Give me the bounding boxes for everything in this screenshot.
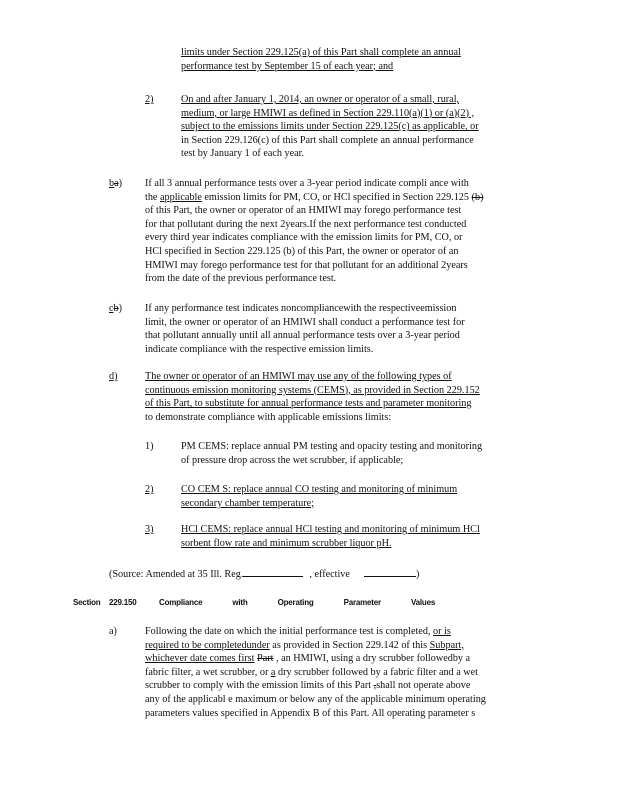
label-inserted: b <box>109 178 115 189</box>
item-d2-paragraph <box>181 483 511 510</box>
label-deleted: a <box>114 178 119 189</box>
item-2-label: 2) <box>145 94 154 105</box>
inserted-text: applicable <box>160 191 202 203</box>
text-line: any of the applicabl e maximum or below any of the applicable minimum operating <box>145 693 486 705</box>
text-line: indicate compliance with the respective emission limits. <box>145 343 374 355</box>
text-line: CO CEM S: replace annual CO testing and monitoring of minimum <box>181 484 458 495</box>
item-b-label <box>109 177 122 191</box>
item-d3-label: 3) <box>145 524 154 535</box>
inserted-text: of this Part, to substitute for <box>145 398 262 410</box>
blank-line <box>364 566 416 577</box>
deleted-text: Part <box>257 653 274 665</box>
text-run: fabric filter, a wet scrubber, or <box>145 666 271 678</box>
text-line: for that pollutant during the next 2years.If the next performance test conducted <box>145 218 467 230</box>
text-line <box>145 191 523 205</box>
text-line: in Section 229.126(c) of this Part shall complete an annual performance <box>181 134 474 146</box>
item-d3-paragraph <box>181 523 537 550</box>
text-line: from the date of the previous performance test. <box>145 273 337 285</box>
text-line <box>145 652 533 666</box>
item-d-label: d) <box>109 371 118 382</box>
deleted-text: (b) <box>471 191 484 203</box>
text-line: secondary chamber temperature; <box>181 497 314 509</box>
text-run: , an HMIWI, using a dry scrubber followedby a <box>273 653 471 665</box>
item-d1-label: 1) <box>145 441 154 452</box>
inserted-text: a <box>270 666 276 678</box>
text-line: The owner or operator of an HMIWI may use any of the following types of <box>145 371 452 382</box>
item-2-paragraph <box>181 93 533 161</box>
text-line: limits under Section 229.125(a) of this Part shall complete an annual <box>181 47 461 58</box>
source-text: , effective <box>309 569 350 580</box>
text-line <box>145 639 533 653</box>
text-run: shall not operate above <box>376 680 471 692</box>
text-line: HCl CEMS: replace annual HCl testing and monitoring of minimum HCl <box>181 524 480 535</box>
text-line <box>145 625 533 639</box>
text-line: that pollutant annually until all annual performance tests over a 3-year period <box>145 330 460 342</box>
source-note <box>109 566 419 582</box>
blank-line <box>243 566 303 577</box>
text-line: On and after January 1, 2014, an owner or operator of a small, rural, <box>181 94 460 105</box>
text-line: parameters values specified in Appendix B of this Part. All operating parameter s <box>145 707 476 719</box>
item-d2-label: 2) <box>145 484 154 495</box>
item-1-continuation <box>181 46 517 73</box>
source-text: (Source: Amended at 35 Ill. Reg. <box>109 569 244 580</box>
source-text: ) <box>415 569 420 580</box>
text-line: test by January 1 of each year. <box>181 148 305 160</box>
text-line: medium, or large HMIWI as defined in Section 229.110(a)(1) or (a)(2) , <box>181 107 475 119</box>
item-a-label: a) <box>109 626 117 637</box>
text-line: to demonstrate compliance with applicable emissions limits: <box>145 411 392 423</box>
inserted-text: Subpart, <box>429 639 464 651</box>
text-run: the <box>145 191 160 203</box>
item-a-paragraph <box>145 625 533 720</box>
text-line: sorbent flow rate and minimum scrubber liquor pH. <box>181 537 392 549</box>
text-line <box>145 397 533 411</box>
text-line <box>145 666 533 680</box>
text-line: PM CEMS: replace annual PM testing and opacity testing and monitoring <box>181 441 483 452</box>
inserted-text: required to be completedunder <box>145 639 270 651</box>
text-line: every third year indicates compliance with the emission limits for PM, CO, or <box>145 232 463 244</box>
section-word: Section <box>73 598 101 607</box>
text-line: continuous emission monitoring systems (CEMS), as provided in Section 229.152 <box>145 384 480 396</box>
item-d1-paragraph <box>181 440 533 467</box>
section-number: 229.150 <box>109 598 137 607</box>
text-line: subject to the emissions limits under Section 229.125(c) as applicable, or <box>181 121 479 133</box>
text-line: If all 3 annual performance tests over a 3-year period indicate compli ance with <box>145 178 469 189</box>
item-c-paragraph <box>145 302 523 356</box>
item-c-label <box>109 302 122 316</box>
inserted-text: whichever date comes first <box>145 653 255 665</box>
label-paren: ) <box>118 303 123 314</box>
text-run: Following the date on which the initial performance test is completed, <box>145 626 434 637</box>
text-line: HCl specified in Section 229.125 (b) of this Part, the owner or operator of an <box>145 245 459 257</box>
text-line: limit, the owner or operator of an HMIWI shall conduct a performance test for <box>145 316 465 328</box>
text-line: If any performance test indicates noncompliancewith the respectiveemission <box>145 303 457 314</box>
text-line: of pressure drop across the wet scrubber, if applicable; <box>181 454 404 466</box>
inserted-text: or is <box>433 626 451 637</box>
text-run: scrubber to comply with the emission limits of this Part <box>145 680 374 692</box>
text-line <box>145 679 533 693</box>
text-run: as provided in Section 229.142 of this <box>269 639 430 651</box>
label-inserted: c <box>109 303 114 314</box>
text-run: emission limits for PM, CO, or HCl specified in Section 229.125 <box>201 191 472 203</box>
inserted-text: annual performance tests and parameter monitoring <box>261 398 472 410</box>
text-line: HMIWI may forego performance test for that pollutant for an additional 2years <box>145 259 468 271</box>
item-d-paragraph <box>145 370 533 424</box>
label-paren: ) <box>118 178 123 189</box>
text-run: dry scrubber followed by a fabric filter and a wet <box>275 666 478 678</box>
item-b-paragraph <box>145 177 523 286</box>
deleted-text: , <box>373 680 377 692</box>
label-deleted: b <box>113 303 119 314</box>
section-title: Compliance with Operating Parameter Values <box>159 598 436 607</box>
text-line: of this Part, the owner or operator of an HMIWI may forego performance test <box>145 205 462 217</box>
text-line: performance test by September 15 of each year; and <box>181 60 394 72</box>
